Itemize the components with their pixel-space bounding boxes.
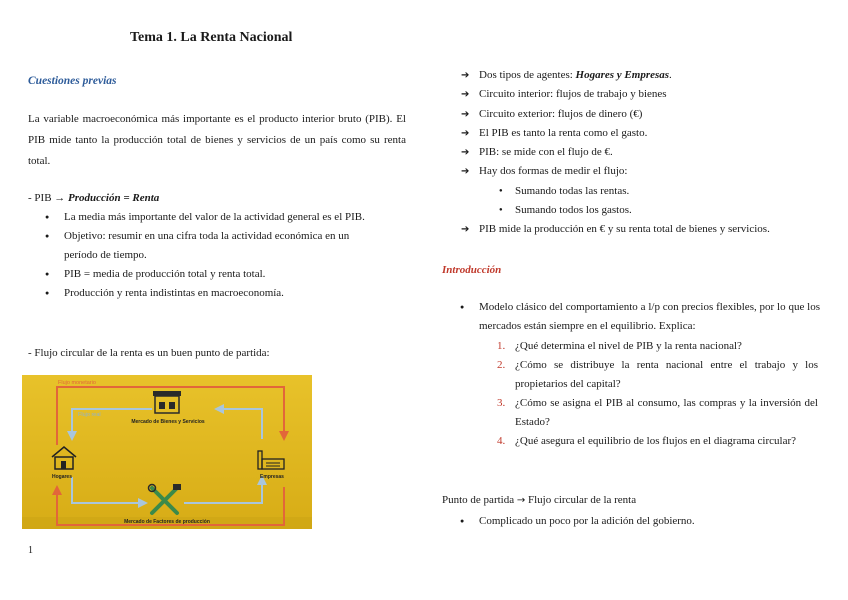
section-title-introduccion: Introducción bbox=[442, 264, 502, 276]
list-item-tail: . bbox=[669, 69, 672, 81]
list-item: ● Modelo clásico del comportamiento a l/p con precios flexibles, por lo que los mercados están siempre en el equilibrio. Explica: bbox=[445, 298, 820, 336]
list-item-text: PIB: se mide con el flujo de €. bbox=[479, 146, 613, 159]
circular-flow-diagram bbox=[22, 375, 312, 529]
flujo-line: - Flujo circular de la renta es un buen punto de partida: bbox=[28, 347, 270, 359]
list-item bbox=[442, 105, 832, 124]
question-text: ¿Qué determina el nivel de PIB y la renta nacional? bbox=[515, 340, 742, 352]
market-factors-label: Mercado de Factores de producción bbox=[124, 519, 210, 525]
arrow-icon: ➔ bbox=[461, 224, 470, 236]
arrow-icon: ➔ bbox=[461, 127, 470, 139]
question-number: 1. bbox=[497, 340, 506, 352]
list-item: ● Producción y renta indistintas en macroeconomía. bbox=[30, 284, 380, 303]
question-item bbox=[442, 356, 818, 394]
pib-equation: Producción = Renta bbox=[68, 192, 160, 204]
arrow-icon: ➔ bbox=[461, 70, 470, 81]
question-item bbox=[442, 394, 818, 432]
list-item bbox=[442, 85, 832, 104]
question-number: 4. bbox=[497, 435, 506, 447]
pib-line-prefix: - PIB bbox=[28, 192, 55, 204]
market-goods-label: Mercado de Bienes y Servicios bbox=[131, 419, 205, 425]
real-flow-label: Flujo real bbox=[78, 412, 101, 418]
agents-bold: Hogares y Empresas bbox=[575, 69, 670, 81]
list-item-text: Hay dos formas de medir el flujo: bbox=[479, 165, 628, 178]
list-item bbox=[442, 124, 832, 143]
question-text: ¿Cómo se distribuye la renta nacional entre el trabajo y los propietarios del capital? bbox=[515, 359, 818, 390]
arrow-icon: ➔ bbox=[461, 166, 470, 178]
intro-bullet-list bbox=[445, 298, 820, 336]
list-item: ● Objetivo: resumir en una cifra toda la actividad económica en un período de tiempo. bbox=[30, 227, 380, 265]
arrow-icon: → bbox=[54, 192, 66, 204]
list-item bbox=[442, 162, 832, 181]
list-item-text: Circuito interior: flujos de trabajo y bienes bbox=[479, 88, 667, 101]
intro-paragraph: La variable macroeconómica más importante es el producto interior bruto (PIB). El PIB mide tanto la producción total de bienes y servicios de un país como su renta total. bbox=[28, 113, 406, 167]
punto-partida-line bbox=[442, 494, 636, 506]
question-item bbox=[442, 337, 818, 356]
list-item-text: El PIB es tanto la renta como el gasto. bbox=[479, 126, 648, 139]
sub-list-item: ● Sumando todos los gastos. bbox=[442, 201, 832, 220]
page-title: Tema 1. La Renta Nacional bbox=[130, 30, 293, 45]
diagram-background bbox=[22, 375, 312, 529]
list-item-text: PIB mide la producción en € y su renta total de bienes y servicios. bbox=[479, 223, 770, 236]
question-list bbox=[442, 337, 818, 451]
list-item-text: Circuito exterior: flujos de dinero (€) bbox=[479, 107, 643, 120]
section-title-cuestiones: Cuestiones previas bbox=[28, 75, 117, 87]
list-item bbox=[442, 220, 832, 239]
question-item bbox=[442, 432, 818, 451]
list-item-text: Dos tipos de agentes: bbox=[479, 69, 576, 81]
question-text: ¿Qué asegura el equilibrio de los flujos en el diagrama circular? bbox=[515, 435, 796, 447]
gov-bullet-list bbox=[445, 512, 820, 531]
question-number: 2. bbox=[497, 359, 506, 371]
arrow-icon: ➔ bbox=[461, 89, 470, 101]
money-flow-label: Flujo monetario bbox=[58, 380, 96, 386]
page-number: 1 bbox=[28, 545, 33, 556]
question-number: 3. bbox=[497, 397, 506, 409]
punto-rest: Flujo circular de la renta bbox=[525, 494, 637, 506]
question-text: ¿Cómo se asigna el PIB al consumo, las compras y la inversión del Estado? bbox=[515, 397, 818, 428]
households-label: Hogares bbox=[51, 474, 73, 480]
pib-bullet-list bbox=[30, 208, 380, 303]
arrow-icon: ➔ bbox=[461, 147, 470, 159]
list-item: ● PIB = media de producción total y renta total. bbox=[30, 265, 380, 284]
arrow-icon: ➔ bbox=[461, 108, 470, 120]
list-item: ● La media más importante del valor de la actividad general es el PIB. bbox=[30, 208, 380, 227]
firms-label: Empresas bbox=[260, 474, 284, 480]
sub-list-item: ● Sumando todas las rentas. bbox=[442, 182, 832, 201]
pib-line bbox=[28, 192, 159, 204]
list-item bbox=[442, 143, 832, 162]
arrow-icon: → bbox=[516, 495, 526, 506]
punto-prefix: Punto de partida bbox=[442, 494, 517, 506]
summary-arrow-list bbox=[442, 66, 832, 240]
list-item bbox=[442, 66, 832, 85]
list-item: ● Complicado un poco por la adición del gobierno. bbox=[445, 512, 820, 531]
